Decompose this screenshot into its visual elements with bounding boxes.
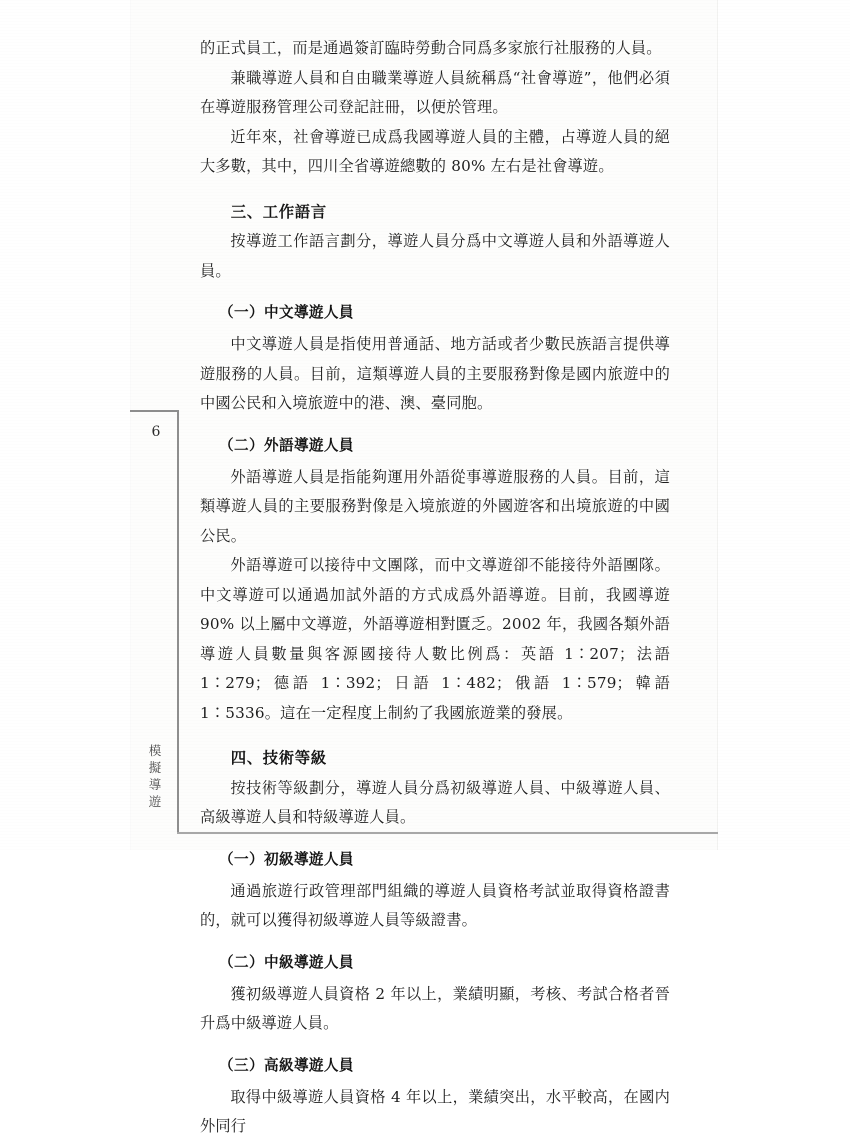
running-head-vertical [145,742,165,810]
page-edge-right [717,0,718,850]
running-head-char-1: 模 [148,743,162,758]
paragraph-senior-guide-detail: 取得中級導遊人員資格 4 年以上，業績突出，水平較高，在國内外同行 [200,1087,670,1135]
paragraph-foreign-guide-detail: 外語導遊人員是指能夠運用外語從事導遊服務的人員。目前，這類導遊人員的主要服務對像是入境旅遊的外國遊客和出境旅遊的中國公民。 [200,467,670,545]
subsection-heading-intermediate-guide: （二）中級導遊人員 [218,953,354,971]
paragraph-social-guide-definition: 兼職導遊人員和自由職業導遊人員統稱爲“社會導遊”，他們必須在導遊服務管理公司登記註冊，以便於管理。 [200,68,670,116]
margin-rule-horizontal [130,410,178,412]
subsection-heading-chinese-guide: （一）中文導遊人員 [218,304,354,321]
page-number: 6 [151,424,161,440]
paragraph-junior-guide-detail: 通過旅遊行政管理部門組織的導遊人員資格考試並取得資格證書的，就可以獲得初級導遊人員等級證書。 [200,881,670,929]
running-head-char-2: 擬 [148,760,162,775]
paragraph-grade-division: 按技術等級劃分，導遊人員分爲初級導遊人員、中級導遊人員、高級導遊人員和特級導遊人員。 [200,778,670,826]
running-head-char-4: 遊 [148,794,162,809]
paragraph-social-guide-proportion: 近年來，社會導遊已成爲我國導遊人員的主體，占導遊人員的絕大多數，其中，四川全省導遊總數的 80% 左右是社會導遊。 [200,127,670,175]
paragraph-chinese-guide-detail: 中文導遊人員是指使用普通話、地方話或者少數民族語言提供導遊服務的人員。目前，這類導遊人員的主要服務對像是國内旅遊中的中國公民和入境旅遊中的港、澳、臺同胞。 [200,335,670,412]
subsection-heading-junior-guide: （一）初級導遊人員 [218,850,354,868]
body-text-column [200,34,670,1142]
paragraph-continuation: 的正式員工，而是通過簽訂臨時勞動合同爲多家旅行社服務的人員。 [200,39,662,57]
margin-rule-vertical [177,410,179,834]
subsection-heading-senior-guide: （三）高級導遊人員 [218,1056,354,1074]
subsection-heading-foreign-language-guide: （二）外語導遊人員 [218,436,354,454]
running-head-char-3: 導 [148,777,162,792]
paragraph-intermediate-guide-detail: 獲初級導遊人員資格 2 年以上，業績明顯，考核、考試合格者晉升爲中級導遊人員。 [200,984,670,1032]
section-heading-work-language: 三、工作語言 [230,202,327,221]
paragraph-language-ratio-statistics: 外語導遊可以接待中文團隊，而中文導遊卻不能接待外語團隊。中文導遊可以通過加試外語的方式成爲外語導遊。目前，我國導遊 90% 以上屬中文導遊，外語導遊相對匱乏。2002 年，我國各類外語導遊人員數量與客源國接待人數比例爲：英語 1∶207；法語 1∶279；德語 1∶392；日語 1∶482；俄語 1∶579；韓語 1∶5336。這在一定程度上制約了我國旅遊業的發展。 [200,556,670,722]
page-edge-left [130,0,131,850]
section-heading-technical-grade: 四、技術等級 [230,749,327,767]
paragraph-language-division: 按導遊工作語言劃分，導遊人員分爲中文導遊人員和外語導遊人員。 [200,232,670,280]
